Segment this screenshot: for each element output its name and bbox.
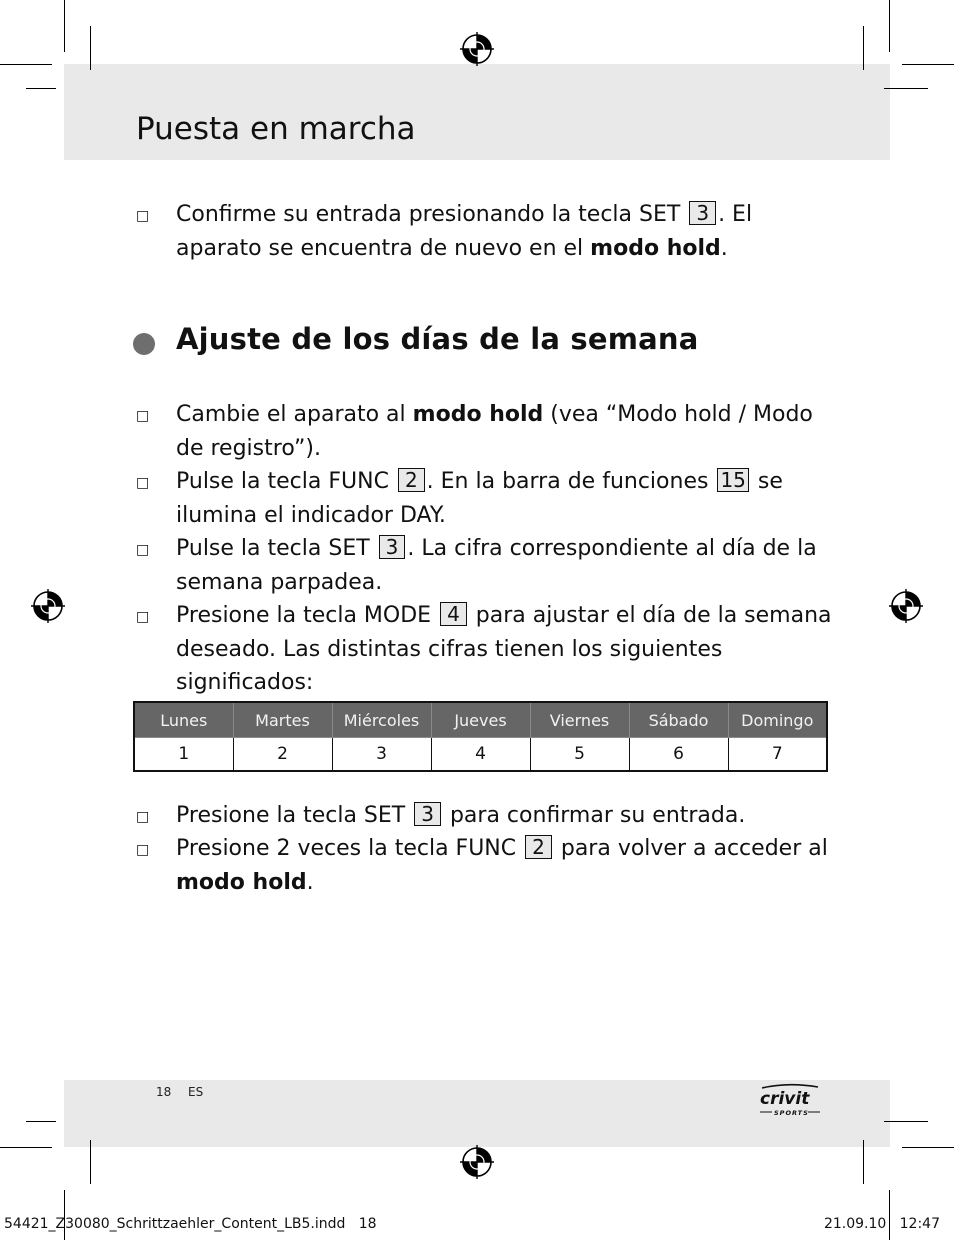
table-header-row xyxy=(134,702,827,738)
crop-mark xyxy=(902,1147,954,1148)
crop-mark xyxy=(863,1140,864,1184)
crop-mark xyxy=(90,26,91,70)
instruction-text: . La cifra correspondiente al día de la semana parpadea. xyxy=(176,536,817,595)
crop-mark xyxy=(26,88,56,89)
table-cell: 7 xyxy=(728,738,827,772)
table-header-cell: Martes xyxy=(233,702,332,738)
table-header-cell: Viernes xyxy=(530,702,629,738)
key-badge: 2 xyxy=(398,468,425,492)
instruction-text: Presione la tecla MODE xyxy=(176,603,432,628)
weekday-table xyxy=(133,701,828,772)
registration-mark-icon xyxy=(31,589,65,623)
bullet-checkbox-icon: □ xyxy=(136,842,150,858)
bullet-checkbox-icon: □ xyxy=(136,475,150,491)
logo-text: crivit xyxy=(760,1089,810,1109)
registration-mark-icon xyxy=(889,589,923,623)
intro-instruction xyxy=(176,198,836,265)
instruction-text: para volver a acceder al xyxy=(560,836,828,861)
page-title: Puesta en marcha xyxy=(136,111,416,147)
table-cell: 5 xyxy=(530,738,629,772)
crop-mark xyxy=(0,64,52,65)
crop-mark xyxy=(0,1147,52,1148)
bold-term: modo hold xyxy=(590,235,721,261)
crop-mark xyxy=(90,1140,91,1184)
slug-datetime: 21.09.10 12:47 xyxy=(823,1216,940,1232)
bullet-checkbox-icon: □ xyxy=(136,208,150,224)
bullet-checkbox-icon: □ xyxy=(136,609,150,625)
instruction-text: para ajustar el día de la semana deseado. Las distintas cifras tienen los siguientes significados: xyxy=(176,603,832,695)
key-badge: 2 xyxy=(525,835,552,859)
bullet-checkbox-icon: □ xyxy=(136,408,150,424)
instruction-text: Cambie el aparato al xyxy=(176,402,406,427)
table-header-cell: Domingo xyxy=(728,702,827,738)
crop-mark xyxy=(889,0,890,52)
table-cell: 1 xyxy=(134,738,233,772)
crop-mark xyxy=(884,88,928,89)
table-cell: 3 xyxy=(332,738,431,772)
list-item xyxy=(176,465,836,532)
instruction-text: para confirmar su entrada. xyxy=(449,803,746,828)
list-item xyxy=(176,398,836,465)
instruction-text: Confirme su entrada presionando la tecla SET xyxy=(176,202,681,227)
logo-subtext: SPORTS xyxy=(774,1109,809,1117)
instruction-text: . xyxy=(720,235,728,261)
instruction-text: . El aparato se encuentra de nuevo en el xyxy=(176,202,753,261)
bold-term: modo hold xyxy=(412,402,544,427)
key-badge: 3 xyxy=(414,802,441,826)
table-cell: 2 xyxy=(233,738,332,772)
section-bullet-icon xyxy=(133,333,155,355)
instruction-text: Pulse la tecla FUNC xyxy=(176,469,389,494)
instruction-text: se ilumina el indicador DAY. xyxy=(176,469,783,528)
table-cell: 6 xyxy=(629,738,728,772)
list-item xyxy=(176,532,836,599)
instruction-text: . xyxy=(306,869,314,895)
registration-mark-icon xyxy=(460,1145,494,1179)
bullet-checkbox-icon: □ xyxy=(136,542,150,558)
display-element-badge: 15 xyxy=(717,468,748,492)
table-cell: 4 xyxy=(431,738,530,772)
crop-mark xyxy=(889,1190,890,1240)
instruction-text: Presione 2 veces la tecla FUNC xyxy=(176,836,517,861)
registration-mark-icon xyxy=(460,32,494,66)
bullet-checkbox-icon: □ xyxy=(136,809,150,825)
table-header-cell: Jueves xyxy=(431,702,530,738)
language-code: ES xyxy=(188,1085,204,1099)
crop-mark xyxy=(64,0,65,52)
key-badge: 3 xyxy=(379,535,406,559)
page-number: 18 xyxy=(156,1085,172,1099)
list-item xyxy=(176,799,836,833)
crop-mark xyxy=(884,1121,928,1122)
key-badge: 3 xyxy=(689,201,716,225)
table-row xyxy=(134,738,827,772)
instruction-text: . En la barra de funciones xyxy=(426,469,709,494)
instruction-text: (vea “Modo hold / Modo de registro”). xyxy=(176,402,813,461)
crop-mark xyxy=(902,64,954,65)
slug-filename: 54421_Z30080_Schrittzaehler_Content_LB5.indd 18 xyxy=(4,1216,377,1232)
crivit-sports-logo xyxy=(758,1082,822,1118)
key-badge: 4 xyxy=(440,602,467,626)
table-header-cell: Lunes xyxy=(134,702,233,738)
instruction-text: Presione la tecla SET xyxy=(176,803,406,828)
table-header-cell: Miércoles xyxy=(332,702,431,738)
table-header-cell: Sábado xyxy=(629,702,728,738)
crop-mark xyxy=(863,26,864,70)
list-item xyxy=(176,832,836,899)
crop-mark xyxy=(64,1190,65,1240)
crop-mark xyxy=(26,1121,56,1122)
list-item xyxy=(176,599,836,700)
bold-term: modo hold xyxy=(176,869,307,895)
instruction-text: Pulse la tecla SET xyxy=(176,536,370,561)
section-heading: Ajuste de los días de la semana xyxy=(176,322,699,356)
